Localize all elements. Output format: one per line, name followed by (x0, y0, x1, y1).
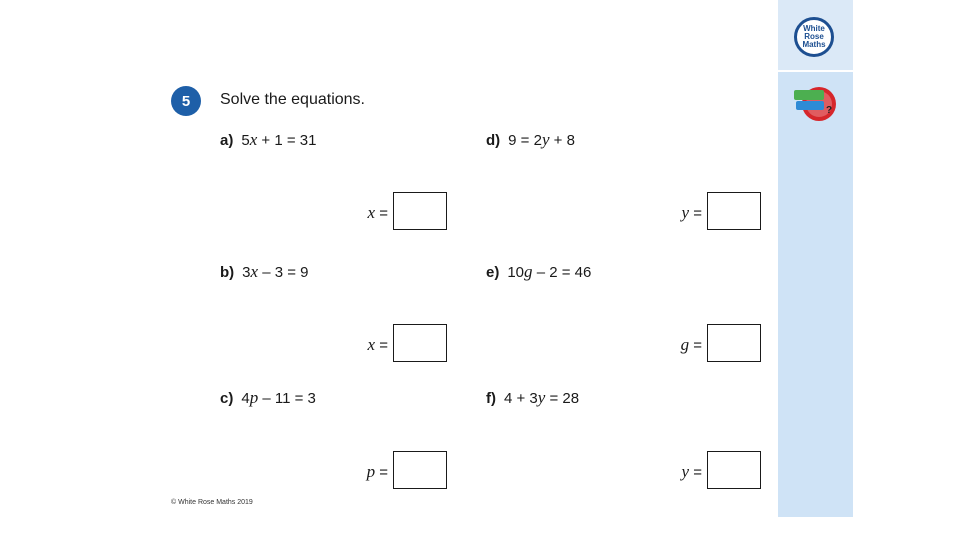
answer-a-box[interactable] (393, 192, 447, 230)
question-instruction: Solve the equations. (220, 91, 365, 108)
answer-f-label: y = (681, 462, 702, 481)
answer-f-box[interactable] (707, 451, 761, 489)
part-e-equation: e) 10g – 2 = 46 (486, 262, 592, 281)
part-f-equation: f) 4 + 3y = 28 (486, 388, 580, 407)
answer-a-label: x = (367, 203, 388, 222)
answer-c-label: p = (366, 462, 388, 481)
white-rose-maths-logo: White Rose Maths (794, 17, 834, 57)
part-a-equation: a) 5x + 1 = 31 (220, 130, 317, 149)
answer-b-label: x = (367, 335, 388, 354)
sidebar (778, 0, 853, 517)
answer-b-box[interactable] (393, 324, 447, 362)
answer-d-label: y = (681, 203, 702, 222)
answer-e-label: g = (680, 335, 702, 354)
sidebar-header (778, 0, 853, 72)
part-c-equation: c) 4p – 11 = 3 (220, 388, 316, 407)
answer-d-box[interactable] (707, 192, 761, 230)
part-b-equation: b) 3x – 3 = 9 (220, 262, 309, 281)
reasoning-icon (792, 80, 838, 126)
copyright-footer: © White Rose Maths 2019 (171, 499, 253, 506)
answer-e-box[interactable] (707, 324, 761, 362)
question-number-badge: 5 (171, 86, 201, 116)
part-d-equation: d) 9 = 2y + 8 (486, 130, 575, 149)
svg-text:?: ? (826, 105, 833, 116)
answer-c-box[interactable] (393, 451, 447, 489)
